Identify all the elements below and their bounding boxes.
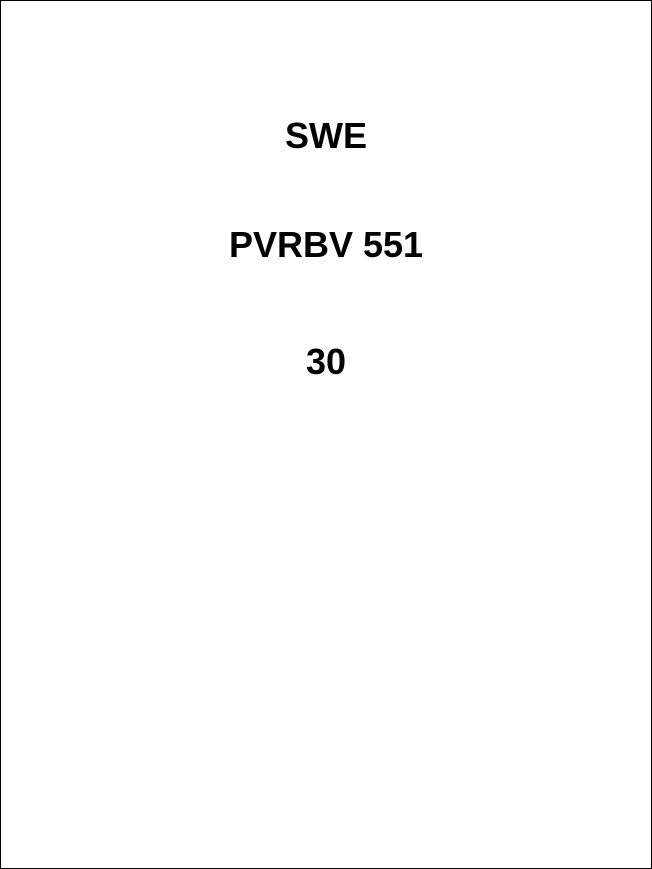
document-identifier: PVRBV 551 [228, 224, 424, 265]
document-number: 30 [305, 341, 347, 382]
country-code: SWE [284, 115, 367, 156]
